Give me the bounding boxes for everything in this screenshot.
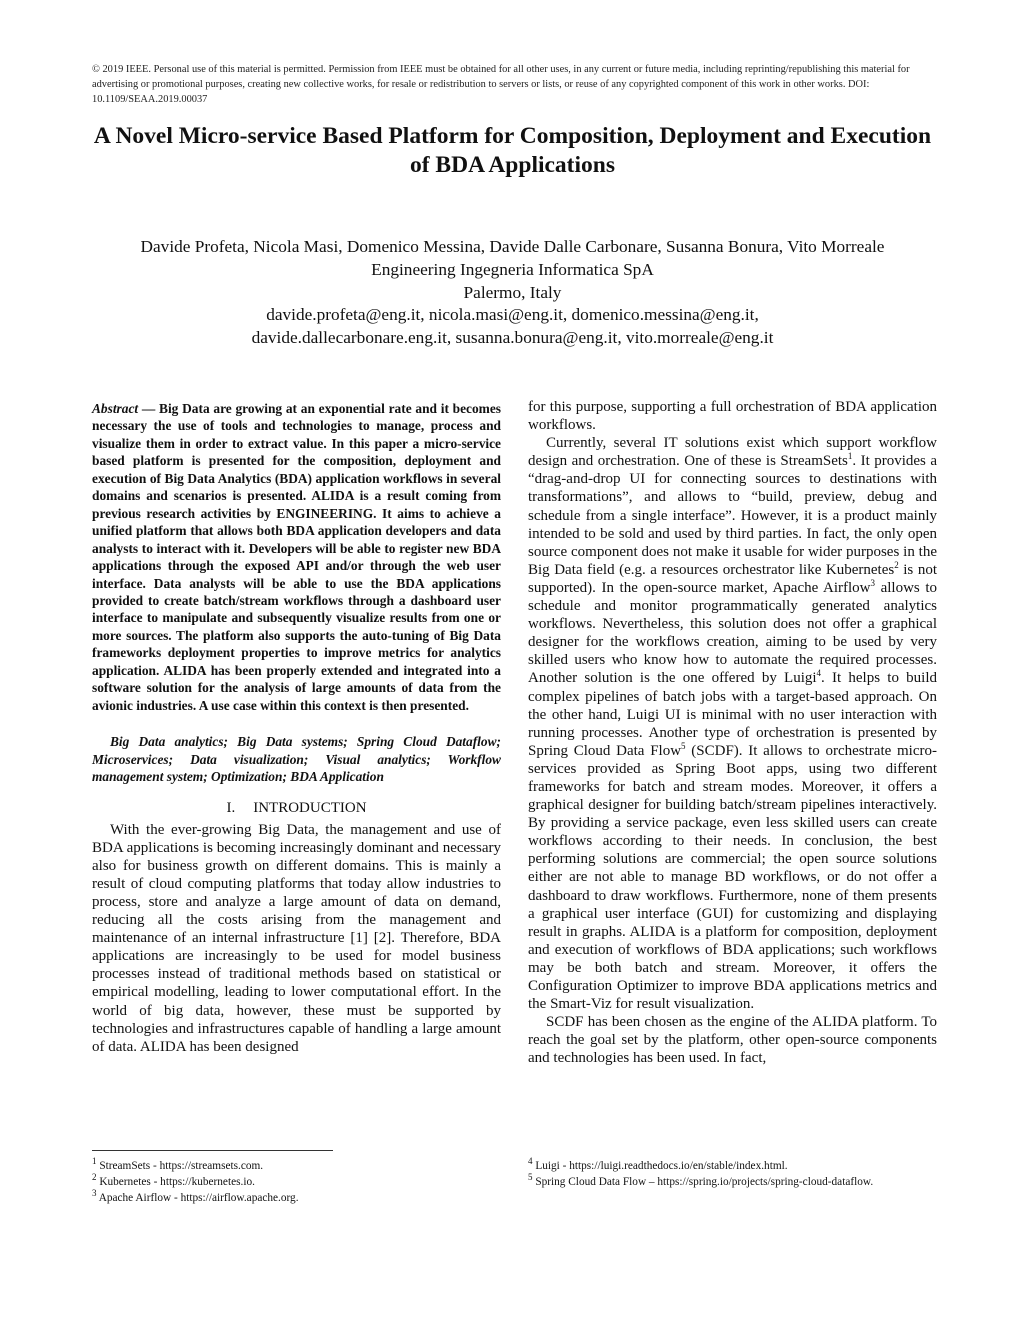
footnote-text: Luigi - https://luigi.readthedocs.io/en/stable/index.html. xyxy=(532,1160,788,1172)
footnotes-right xyxy=(528,1156,948,1191)
footnote-ref-3: 3 xyxy=(870,577,876,588)
section-number: I. xyxy=(226,799,236,816)
right-paragraph-0: for this purpose, supporting a full orchestration of BDA application workflows. xyxy=(528,399,937,434)
footnote-ref-4: 4 xyxy=(816,668,822,679)
footnote-text: StreamSets - https://streamsets.com. xyxy=(96,1160,264,1172)
author-names: Davide Profeta, Nicola Masi, Domenico Messina, Davide Dalle Carbonare, Susanna Bonura, Vito Morreale xyxy=(140,237,885,256)
footnote-text: Spring Cloud Data Flow – https://spring.io/projects/spring-cloud-dataflow. xyxy=(532,1175,874,1188)
abstract xyxy=(92,400,501,714)
text-run: . It provides a “drag-and-drop UI for connecting sources to destinations with transformations”, and allows to “build, preview, debug and schedule from a single interface”. However, it is a product mainly intended to be sold and used by third parties. In fact, the only open source component does not make it usable for wider purposes in the Big Data field (e.g. a resources orchestrator like Kubernetes xyxy=(528,453,937,578)
section-title: INTRODUCTION xyxy=(253,799,367,816)
footnote-number: 2 xyxy=(92,1172,97,1183)
footnote-ref-5: 5 xyxy=(681,740,686,751)
footnote-text: Apache Airflow - https://airflow.apache.org. xyxy=(96,1191,299,1204)
footnote-number: 4 xyxy=(528,1156,533,1167)
left-column xyxy=(92,398,501,1056)
footnote-number: 5 xyxy=(528,1172,533,1183)
footnotes-left xyxy=(92,1156,512,1206)
abstract-dash: — xyxy=(138,401,160,416)
text-run: . It helps to build complex pipelines of batch jobs with a target-based approach. On the other hand, Luigi UI is minimal with no user interaction with running processes. Another type of orchestration is presented by Spring Cloud Data Flow xyxy=(528,670,937,759)
title-line-2: of BDA Applications xyxy=(409,152,616,178)
abstract-text: Big Data are growing at an exponential rate and it becomes necessary the use of tools and technologies to manage, process and visualize them in order to extract value. In this paper a micro-service based platform is presented for the composition, deployment and execution of Big Data Analytics (BDA) application workflows in several domains and scenarios is presented. ALIDA is a result coming from previous research activities by ENGINEERING. It aims to achieve a unified platform that allows both BDA application developers and data analysts to interact with it. Developers will be able to register new BDA applications through the exposed API and/or through the web user interface. Data analysts will be able to use the BDA applications provided to create batch/stream workflows through a dashboard user interface to manipulate and subsequently visualize results from one or more sources. The platform also supports the auto-tuning of Big Data frameworks deployment properties to improve metrics for analytics application. ALIDA has been properly extended and integrated into a software solution for the analysis of large amounts of data from the avionic industries. A use case within this context is then presented. xyxy=(92,401,501,713)
footnote xyxy=(92,1156,512,1175)
author-emails-2: davide.dallecarbonare.eng.it, susanna.bonura@eng.it, vito.morreale@eng.it xyxy=(251,328,774,348)
intro-paragraph-1: With the ever-growing Big Data, the management and use of BDA applications is becoming increasingly dominant and necessary also for business growth on different domains. This is mainly a result of cloud computing platforms that today allow industries to process, store and analyze a large amount of data on demand, reducing all the costs arising from the management and maintenance of an internal infrastructure [1] [2]. Therefore, BDA applications are increasingly to be used for model business processes instead of traditional methods based on statistical or empirical modelling, leading to lower computational effort. In the world of big data, however, these must be supported by technologies and infrastructures capable of handling a large amount of data. ALIDA has been designed xyxy=(92,821,501,1055)
author-block xyxy=(60,236,965,350)
abstract-label: Abstract xyxy=(92,401,139,416)
footnote xyxy=(528,1172,948,1191)
title-line-1: A Novel Micro-service Based Platform for Composition, Deployment and Execution xyxy=(93,123,932,149)
footnote-number: 3 xyxy=(92,1187,97,1198)
copyright-notice: © 2019 IEEE. Personal use of this material is permitted. Permission from IEEE must be obtained for all other uses, in any current or future media, including reprinting/republishing this material for advertising or promotional purposes, creating new collective works, for resale or redistribution to servers or lists, or reuse of any copyrighted component of this work in other works. DOI: 10.1109/SEAA.2019.00037 xyxy=(92,64,910,105)
text-run: allows to schedule and monitor programmatically generated analytics workflows. Nevertheless, this solution does not offer a graphical designer for the workflows creation, aiming to be used by very skilled users who know how to automate the required processes. Another solution is the one offered by Luigi xyxy=(528,579,937,687)
footnote xyxy=(528,1156,948,1175)
footnote xyxy=(92,1187,512,1207)
index-terms: Big Data analytics; Big Data systems; Spring Cloud Dataflow; Microservices; Data visualization; Visual analytics; Workflow management system; Optimization; BDA Application xyxy=(92,734,501,785)
text-run: Currently, several IT solutions exist which support workflow design and orchestration. One of these is StreamSets xyxy=(528,435,937,470)
text-run: is not supported). In the open-source market, Apache Airflow xyxy=(528,561,937,596)
right-column xyxy=(528,398,937,1067)
author-emails-1: davide.profeta@eng.it, nicola.masi@eng.it, domenico.messina@eng.it, xyxy=(266,305,759,325)
footnote-ref-2: 2 xyxy=(894,559,899,570)
section-heading-introduction xyxy=(92,799,501,817)
footnote-text: Kubernetes - https://kubernetes.io. xyxy=(96,1175,255,1188)
author-affiliation: Engineering Ingegneria Informatica SpA xyxy=(371,259,654,279)
right-paragraph-1 xyxy=(528,434,937,1013)
footnote-ref-1: 1 xyxy=(847,451,853,462)
text-run: (SCDF). It allows to orchestrate micro-services provided as Spring Boot apps, using two different frameworks for batch and stream modes. Moreover, it offers a graphical designer for building batch/stream pipelines interactively. By providing a service package, even less skilled users can create workflows according to their needs. In conclusion, the best performing solutions are commercial; the open source solutions either are not able to manage BD workflows, or do not offer a dashboard to draw workflows. Furthermore, none of them presents a graphical user interface (GUI) for customizing and displaying result in graphs. ALIDA is a platform for composition, deployment and execution of workflows of BDA applications; such workflows may be both batch and stream. Moreover, it offers the Configuration Optimizer to improve BDA applications metrics and the Smart-Viz for result visualization. xyxy=(528,742,937,1013)
author-location: Palermo, Italy xyxy=(463,282,562,302)
right-paragraph-2: SCDF has been chosen as the engine of the ALIDA platform. To reach the goal set by the platform, other open-source components and technologies has been used. In fact, xyxy=(528,1014,937,1067)
footnote-separator xyxy=(92,1150,333,1151)
footnote-number: 1 xyxy=(92,1156,97,1167)
footnote xyxy=(92,1172,512,1191)
paper-title xyxy=(70,122,955,180)
